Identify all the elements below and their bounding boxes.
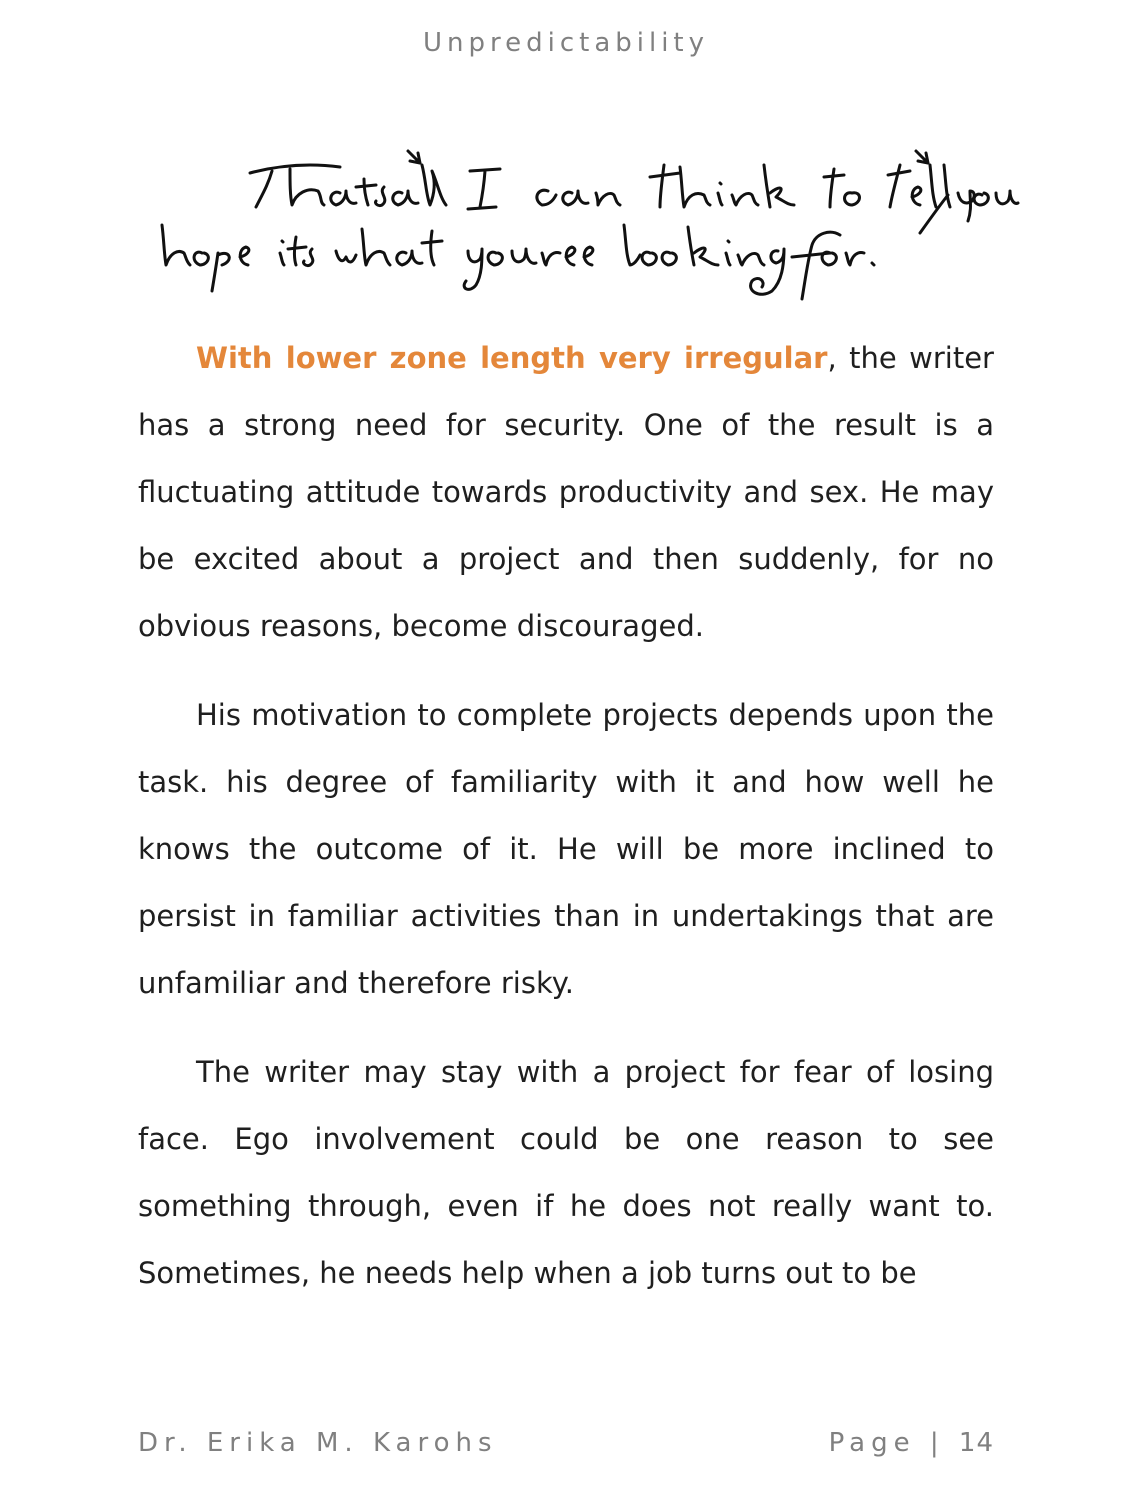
page-label: Page | — [828, 1428, 945, 1458]
footer-author: Dr. Erika M. Karohs — [138, 1428, 498, 1458]
highlighted-phrase: With lower zone length very irregular — [196, 341, 828, 375]
paragraph-1-text: , the writer has a strong need for security. One of the result is a fluctuating attitude towards productivity and sex. He may be excited about a project and then suddenly, for no obvious reasons, become discouraged. — [138, 341, 994, 643]
handwriting-sample-image — [140, 125, 1020, 315]
paragraph-1 — [138, 325, 994, 660]
paragraph-2: His motivation to complete projects depends upon the task. his degree of familiarity with it and how well he knows the outcome of it. He will be more inclined to persist in familiar activities than in undertakings that are unfamiliar and therefore risky. — [138, 698, 994, 1000]
running-header-title: Unpredictability — [422, 28, 710, 58]
body-text — [138, 325, 994, 1329]
page-number: 14 — [958, 1428, 994, 1458]
paragraph-3: The writer may stay with a project for fear of losing face. Ego involvement could be one reason to see something through, even if he does not really want to. Sometimes, he needs help when a job turns out to be — [138, 1055, 994, 1290]
footer-page-number — [829, 1428, 994, 1458]
